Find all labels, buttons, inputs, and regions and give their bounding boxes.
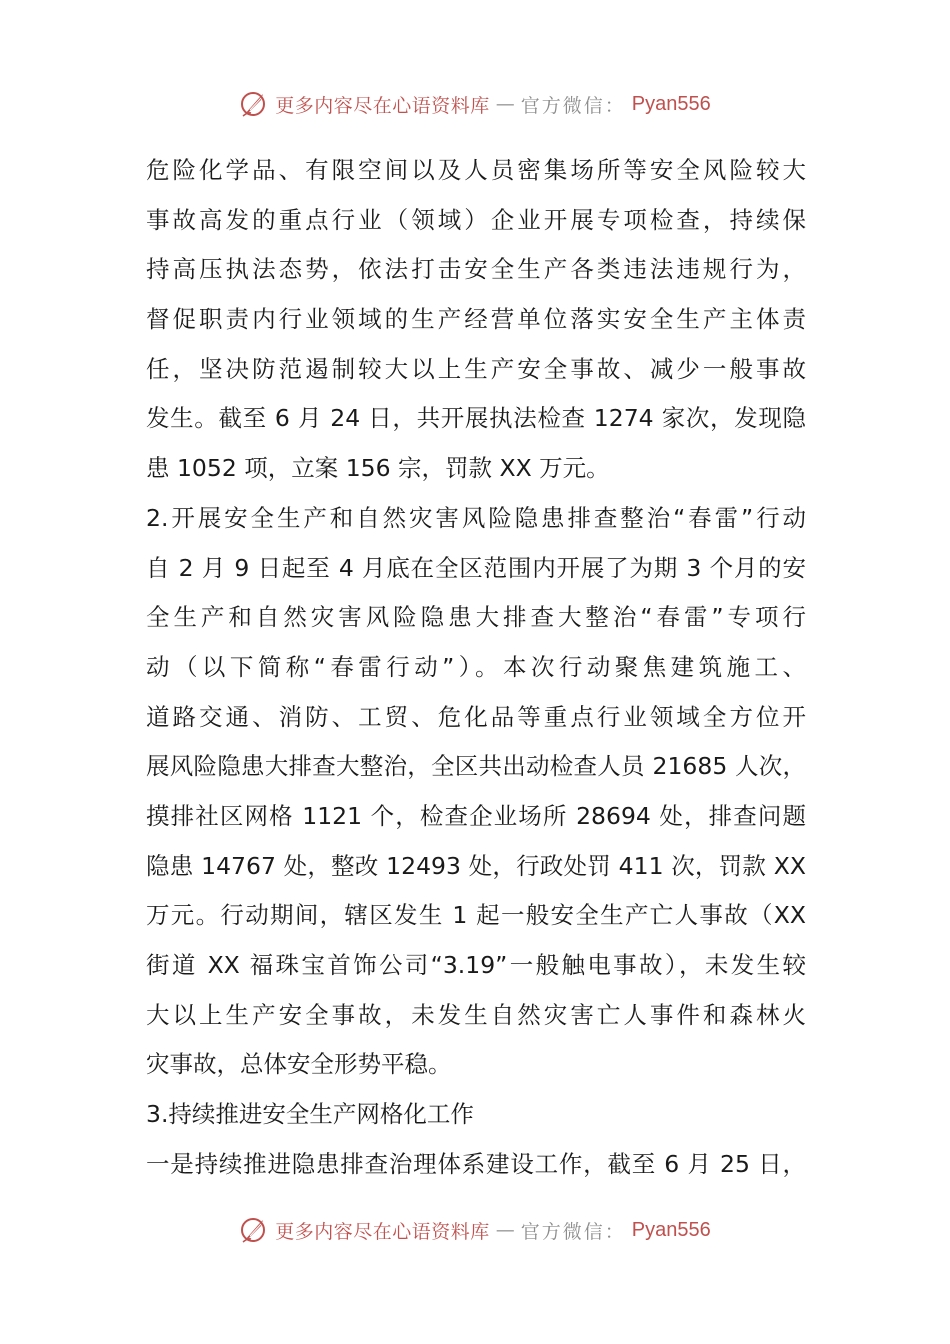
body-line: 危险化学品、有限空间以及人员密集场所等安全风险较大 [146,156,806,184]
body-line: 督促职责内行业领域的生产经营单位落实安全生产主体责 [146,305,806,334]
quill-pen-logo-icon [239,1215,269,1245]
header-site-title: 更多内容尽在心语资料库 [275,94,490,117]
header-separator: — [495,93,515,115]
body-line: 任，坚决防范遏制较大以上生产安全事故、减少一般事故 [146,354,806,383]
body-line: 持高压执法态势，依法打击安全生产各类违法违规行为， [146,255,806,284]
body-line: 隐患 14767 处，整改 12493 处，行政处罚 411 次，罚款 XX [146,851,806,880]
body-line: 展风险隐患大排查大整治，全区共出动检查人员 21685 人次， [146,752,806,781]
footer-wechat-label: 官方微信： [520,1220,626,1243]
body-line: 道路交通、消防、工贸、危化品等重点行业领域全方位开 [146,702,806,731]
body-line: 灾事故，总体安全形势平稳。 [146,1050,452,1079]
header-banner [239,89,711,119]
body-line: 自 2 月 9 日起至 4 月底在全区范围内开展了为期 3 个月的安 [146,553,806,582]
body-line: 摸排社区网格 1121 个，检查企业场所 28694 处，排查问题 [146,801,806,830]
body-line: 一是持续推进隐患排查治理体系建设工作，截至 6 月 25 日， [146,1149,806,1178]
body-line: 全生产和自然灾害风险隐患大排查大整治“春雷”专项行 [146,603,806,632]
body-line: 发生。截至 6 月 24 日，共开展执法检查 1274 家次，发现隐 [146,404,806,433]
footer-banner [239,1215,711,1245]
page-footer [0,1210,950,1250]
body-line: 大以上生产安全事故，未发生自然灾害亡人事件和森林火 [146,1000,806,1029]
document-body [146,146,806,1189]
footer-site-title: 更多内容尽在心语资料库 [275,1220,490,1243]
footer-wechat-id: Pyan556 [631,1218,711,1241]
header-wechat-label: 官方微信： [520,94,626,117]
section-heading: 2.开展安全生产和自然灾害风险隐患排查整治“春雷”行动 [146,503,806,532]
body-line: 动（以下简称“春雷行动”）。本次行动聚焦建筑施工、 [146,652,806,681]
header-wechat-id: Pyan556 [631,92,711,115]
section-heading: 3.持续推进安全生产网格化工作 [146,1100,474,1129]
footer-separator: — [495,1219,515,1241]
quill-pen-logo-icon [239,89,269,119]
body-line: 街道 XX 福珠宝首饰公司“3.19”一般触电事故），未发生较 [146,951,806,979]
body-line: 患 1052 项，立案 156 宗，罚款 XX 万元。 [146,454,610,483]
body-line: 万元。行动期间，辖区发生 1 起一般安全生产亡人事故（XX [146,901,806,930]
page-header [0,84,950,124]
body-line: 事故高发的重点行业（领域）企业开展专项检查，持续保 [146,205,806,234]
